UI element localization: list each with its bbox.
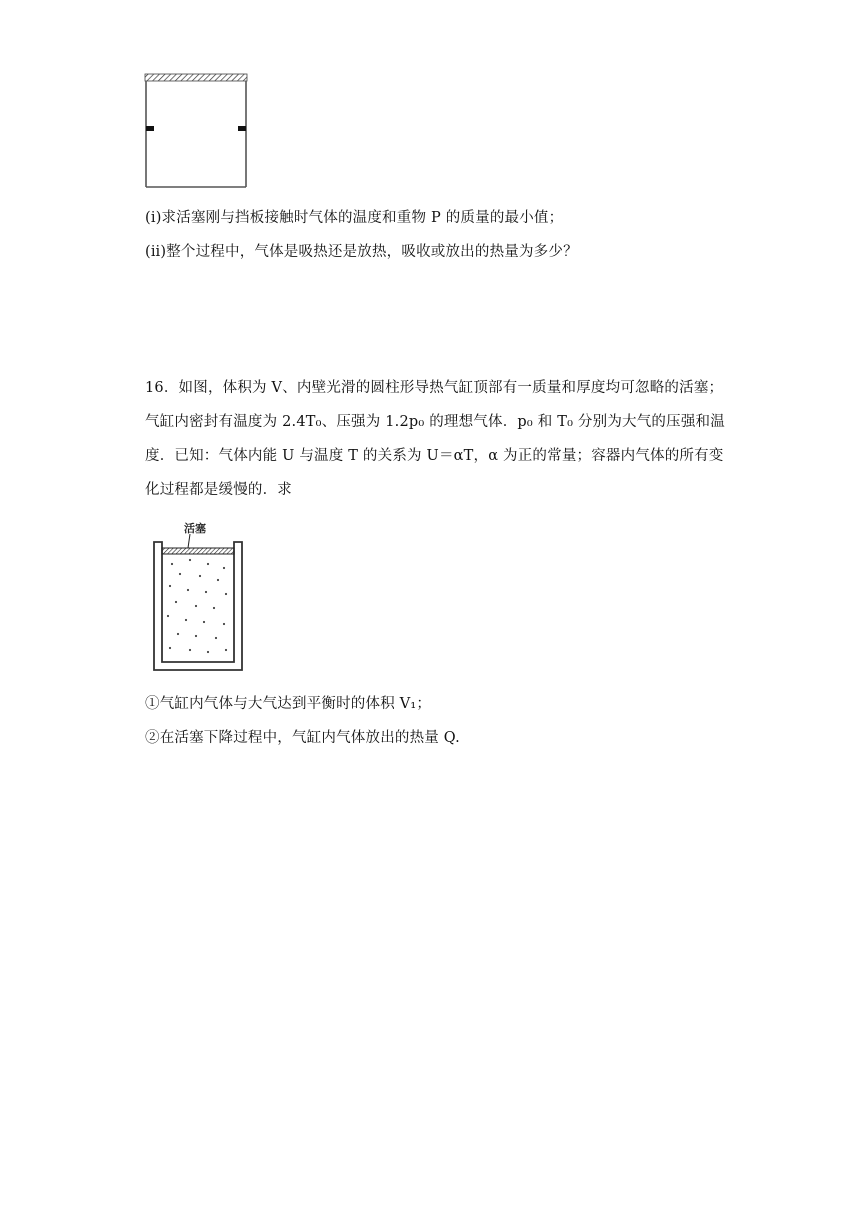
sub-question-i: (ⅰ)求活塞刚与挡板接触时气体的温度和重物 P 的质量的最小值；: [145, 210, 564, 226]
piston-label: 活塞: [184, 522, 206, 535]
gas-molecules: [167, 559, 227, 653]
cylinder-diagram-2: [150, 520, 246, 672]
question-16-line-1: 16．如图，体积为 V、内壁光滑的圆柱形导热气缸顶部有一质量和厚度均可忽略的活塞；: [145, 380, 724, 396]
hatched-top: [145, 74, 247, 81]
question-16-part-2: ②在活塞下降过程中，气缸内气体放出的热量 Q.: [145, 730, 460, 746]
cylinder-diagram-1: [144, 72, 250, 190]
question-16-line-3: 度．已知：气体内能 U 与温度 T 的关系为 U＝αT，α 为正的常量；容器内气体的所有变: [145, 448, 724, 464]
sub-question-ii: (ⅱ)整个过程中，气体是吸热还是放热，吸收或放出的热量为多少？: [145, 244, 578, 260]
question-16-part-1: ①气缸内气体与大气达到平衡时的体积 V₁；: [145, 696, 432, 712]
piston-leader-line: [188, 534, 190, 548]
question-16-line-4: 化过程都是缓慢的．求: [145, 482, 292, 498]
cylinder-outer-wall: [154, 542, 242, 670]
left-stopper: [146, 126, 154, 131]
piston: [162, 548, 234, 554]
question-16-line-2: 气缸内密封有温度为 2.4T₀、压强为 1.2p₀ 的理想气体．p₀ 和 T₀ 分别为大气的压强和温: [145, 414, 725, 430]
right-stopper: [238, 126, 246, 131]
